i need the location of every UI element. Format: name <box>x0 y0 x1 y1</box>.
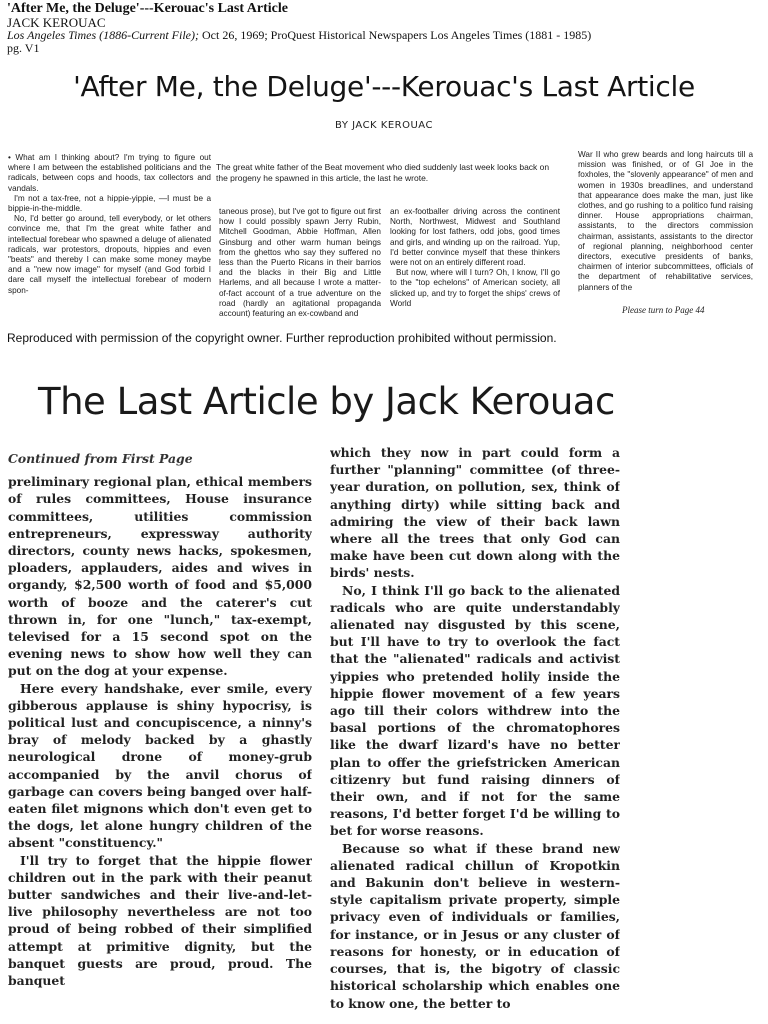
article-author: JACK KEROUAC <box>7 15 106 30</box>
paragraph: preliminary regional plan, ethical members of rules committees, House insurance committees, utilities commission entrepreneurs, expressway authority directors, county news hacks, spokesmen, ploaders, applauders, aides and wives in organdy, $2,500 worth of food and $5,000 worth of booze and the caterer's cut thrown in, for one "lunch," tax-exempt, televised for a 15 second spot on the evening news to show how well they can put on the dog at your expense. <box>8 474 312 679</box>
article-title: 'After Me, the Deluge'---Kerouac's Last Article <box>7 1 288 16</box>
paragraph: an ex-footballer driving across the continent North, Northwest, Midwest and Southland looking for lost fathers, odd jobs, good times and girls, and winding up on the railroad. Yup, I'd better convince myself that these thinkers were not on an entirely different road. <box>390 207 560 268</box>
paragraph: taneous prose), but I've got to figure out first how I could possibly spawn Jerry Rubin, Mitchell Goodman, Abbie Hoffman, Allen Ginsburg and other warm human beings from the ghettos who say they suffered no less than the Puerto Ricans in their barrios and the blacks in their Big and Little Harlems, and all because I wrote a matter-of-fact account of a true adventure on the road (hardly an agitational propaganda account) featuring an ex-cowband and <box>219 207 381 319</box>
clipping-column-1 <box>8 153 211 328</box>
continued-from-label: Continued from First Page <box>8 451 193 466</box>
continuation-clipping <box>0 380 768 1024</box>
paragraph: I'm not a tax-free, not a hippie-yippie, —I must be a bippie-in-the-middle. <box>8 193 211 214</box>
paragraph: War II who grew beards and long haircuts till a mission was finished, or of GI Joe in the foxholes, the "slovenly appearance" of men and women in 1930s breadlines, and understand that appearance does make the man, just like clothes, and go rushing to a politico fund raising dinner. House appropriations chairman, assistants, to the directors commission chairman, assistants, assistants to the director of regional planning, neighborhood center directors, executive presidents of banks, chairmen of interior subcommittees, officials of the department of rehabilitative services, planners of the <box>578 150 753 292</box>
source-line <box>7 29 757 42</box>
paragraph: Here every handshake, ever smile, every gibberous applause is shiny hypocrisy, is political lust and concupiscence, a ninny's bray of melody backed by a ghastly neurological drone of money-grub accompanied by the anvil chorus of garbage can covers being banged over half-eaten filet mignons which don't even get to the dogs, let alone hungry children of the absent "constituency." <box>8 680 312 851</box>
continuation-left-column <box>8 450 312 1024</box>
front-page-clipping <box>0 62 768 326</box>
paragraph: • What am I thinking about? I'm trying to figure out where I am between the established politicians and the radicals, between cops and hoods, tax collectors and vandals. <box>8 153 211 193</box>
paragraph: Because so what if these brand new alienated radical chillun of Kropotkin and Bakunin don't believe in western-style capitalism private property, simple privacy even of individuals or families, for instance, or in Jesus or any cluster of reasons for honesty, or in education of courses, that is, the bigotry of classic historical scholarship which enables one to know one, the better to <box>330 840 620 1011</box>
clipping-byline: BY JACK KEROUAC <box>335 120 433 131</box>
continuation-headline: The Last Article by Jack Kerouac <box>38 380 615 423</box>
paragraph: No, I think I'll go back to the alienated radicals who are quite understandably alienated nay disgusted by this scene, but I'll have to try to overlook the fact that the "alienated" radicals and activist yippies who pretended holily inside the hippie flower movement of a few years ago till their colors withdrew into the basal portions of the chromatophores like the dwarf lizard's have no better plan to offer the griefstricken American citizenry but fund raising dinners of their own, and if not for the same reasons, I'd better forget I'd be willing to bet for worse reasons. <box>330 582 620 839</box>
clipping-column-3 <box>390 207 560 328</box>
citation-header <box>7 0 757 55</box>
page-number: pg. V1 <box>7 41 40 55</box>
source-publication: Los Angeles Times (1886-Current File); <box>7 28 199 42</box>
paragraph: But now, where will I turn? Oh, I know, I'll go to the "top echelons" of American society, all slicked up, and try to forget the ships' crews of World <box>390 268 560 308</box>
copyright-notice: Reproduced with permission of the copyright owner. Further reproduction prohibited without permission. <box>7 331 557 345</box>
continuation-note: Please turn to Page 44 <box>622 305 705 315</box>
paragraph: I'll try to forget that the hippie flower children out in the park with their peanut butter sandwiches and their live-and-let-live philosophy nevertheless are not too proud of being robbed of their simplified attempt at primitive dignity, but the banquet guests are proud, proud. The banquet <box>8 852 312 989</box>
paragraph: No, I'd better go around, tell everybody, or let others convince me, that I'm the great white father and intellectual forebear who spawned a deluge of alienated radicals, war protestors, dropouts, hippies and even "beats" and thereby I can make some money maybe and a "new now image" for myself (and God forbid I dare call myself the intellectual forebear of modern spon- <box>8 214 211 295</box>
paragraph: which they now in part could form a further "planning" committee (of three-year duration, on pollution, sex, think of anything dirty) while sitting back and admiring the view of their back lawn where all the trees that only God can make have been cut down along with the birds' nests. <box>330 445 620 581</box>
clipping-deck: The great white father of the Beat movement who died suddenly last week looks back on the progeny he spawned in this article, the last he wrote. <box>216 162 550 183</box>
source-details: Oct 26, 1969; ProQuest Historical Newspapers Los Angeles Times (1881 - 1985) <box>199 28 592 42</box>
clipping-column-4 <box>578 150 753 305</box>
clipping-headline: 'After Me, the Deluge'---Kerouac's Last Article <box>73 70 695 103</box>
clipping-column-2 <box>219 207 381 328</box>
continuation-right-column <box>330 444 620 1024</box>
